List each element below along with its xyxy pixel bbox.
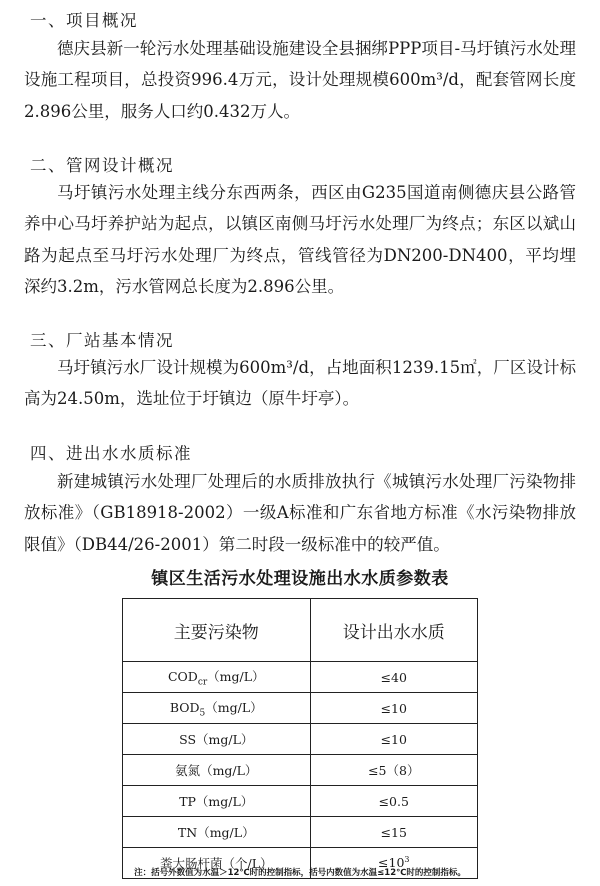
pollutant-cell: $COD_{cr}(mg/L)$ [123,662,311,693]
table-row [123,755,478,786]
limit-cell: ≤10 [310,693,477,724]
limit-cell: ≤0.5 [310,786,477,817]
column-header-limit: 设计出水水质 [310,599,477,662]
column-header-pollutant: 主要污染物 [123,599,311,662]
section-4-heading: 四、进出水水质标准 [30,444,192,463]
table-footnote: 注：括号外数值为水温＞12℃时的控制指标，括号内数值为水温≤12℃时的控制指标。 [134,868,466,878]
table-title: 镇区生活污水处理设施出水水质参数表 [151,569,449,589]
table-row [123,817,478,848]
table-row [123,786,478,817]
limit-cell: ≤10 [310,724,477,755]
pollutant-cell: TP（mg/L） [123,786,311,817]
pollutant-cell: 氨氮（mg/L） [123,755,311,786]
pollutant-cell: TN（mg/L） [123,817,311,848]
section-1-body: 德庆县新一轮污水处理基础设施建设全县捆绑PPP项目-马圩镇污水处理设施工程项目，总投资996.4万元，设计处理规模600m³/d，配套管网长度2.896公里，服务人口约0.432万人。 [24,39,576,121]
limit-cell: ≤40 [310,662,477,693]
section-1-heading: 一、项目概况 [30,11,138,30]
table-row [123,662,478,693]
pollutant-cell: 粪大肠杆菌（个/L） [123,848,311,879]
limit-cell: $\le 10^3$ [310,848,477,879]
section-3-body: 马圩镇污水厂设计规模为600m³/d，占地面积1239.15㎡，厂区设计标高为24.50m，选址位于圩镇边（原牛圩亭）。 [24,358,576,409]
limit-cell: ≤15 [310,817,477,848]
section-2-body: 马圩镇污水处理主线分东西两条，西区由G235国道南侧德庆县公路管养中心马圩养护站为起点，以镇区南侧马圩污水处理厂为终点；东区以斌山路为起点至马圩污水处理厂为终点，管线管径为DN200-DN400，平均埋深约3.2m，污水管网总长度为2.896公里。 [24,183,576,296]
section-2-heading: 二、管网设计概况 [30,156,174,175]
table-header-row [123,599,478,662]
pollutant-cell: SS（mg/L） [123,724,311,755]
table-row [123,724,478,755]
pollutant-cell: $BOD_5(mg/L)$ [123,693,311,724]
section-4-body: 新建城镇污水处理厂处理后的水质排放执行《城镇污水处理厂污染物排放标准》（GB18918-2002）一级A标准和广东省地方标准《水污染物排放限值》（DB44/26-2001）第二时段一级标准中的较严值。 [24,472,576,554]
limit-cell: ≤5（8） [310,755,477,786]
water-quality-table [122,598,478,879]
table-row [123,693,478,724]
section-3-heading: 三、厂站基本情况 [30,331,174,350]
